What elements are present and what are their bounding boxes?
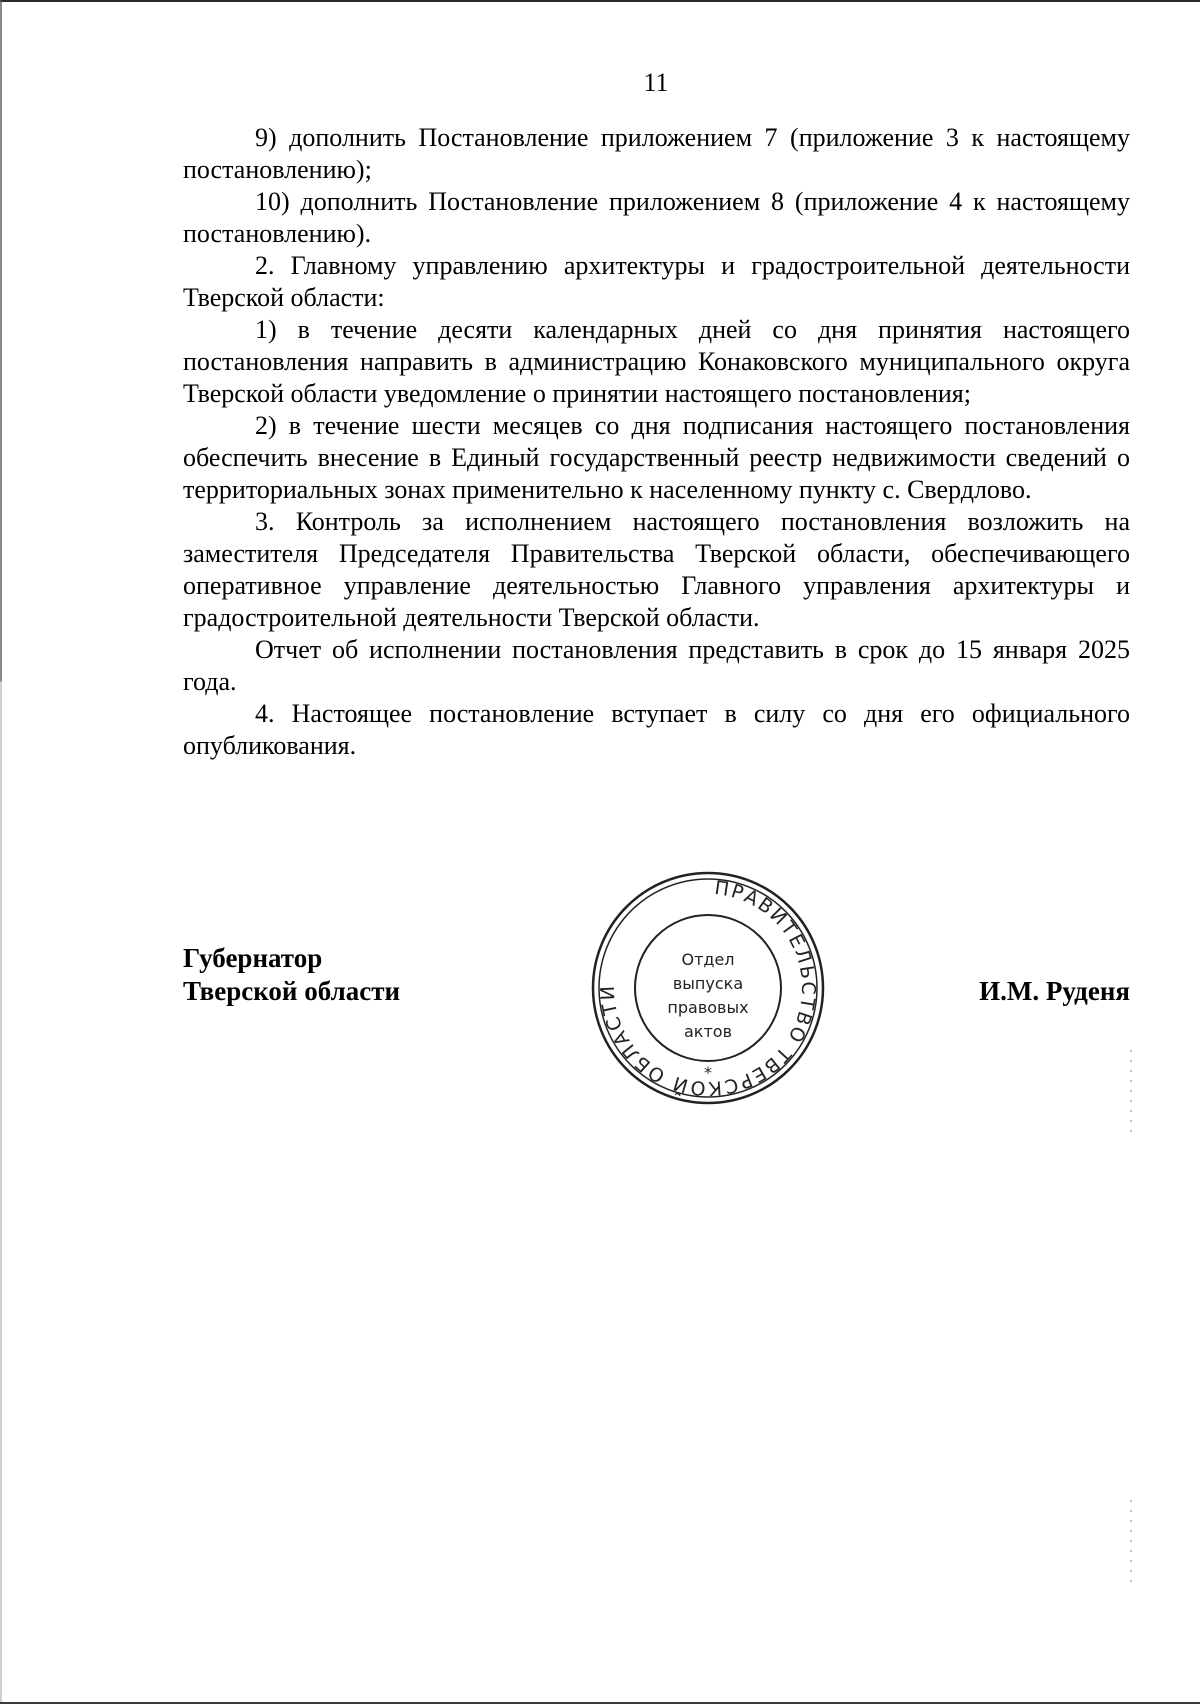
scan-margin-noise <box>1130 1500 1132 1590</box>
paragraph-section-2: 2. Главному управлению архитектуры и градостроительной деятельности Тверской области: <box>183 251 1130 312</box>
signatory-position-line1: Губернатор <box>183 943 323 973</box>
document-body <box>183 122 1130 762</box>
stamp-ring-text: ПРАВИТЕЛЬСТВО ТВЕРСКОЙ ОБЛАСТИ <box>596 876 820 1100</box>
paragraph-subitem-2: 2) в течение шести месяцев со дня подписания настоящего постановления обеспечить внесение в Единый государственный реестр недвижимости сведений о территориальных зонах применительно к населенному пункту с. Свердлово. <box>183 411 1130 504</box>
signatory-name: И.М. Руденя <box>979 976 1130 1006</box>
page-number: 11 <box>643 68 669 97</box>
scan-margin-noise <box>1130 1050 1132 1140</box>
signatory-position <box>183 942 400 1008</box>
stamp-inner-line-4: актов <box>683 1022 733 1041</box>
paragraph-subitem-1: 1) в течение десяти календарных дней со дня принятия настоящего постановления направить в администрацию Конаковского муниципального округа Тверской области уведомление о принятии настоящего постановления; <box>183 315 1130 408</box>
stamp-graphic <box>588 868 828 1108</box>
stamp-inner-line-2: выпуска <box>672 974 744 993</box>
scan-edge-left <box>0 0 2 1704</box>
stamp-star-icon: * <box>704 1063 712 1082</box>
paragraph-section-3: 3. Контроль за исполнением настоящего постановления возложить на заместителя Председателя Правительства Тверской области, обеспечивающего оперативное управление деятельностью Главного управления архитектуры и градостроительной деятельности Тверской области. <box>183 507 1130 632</box>
paragraph-section-4: 4. Настоящее постановление вступает в силу со дня его официального опубликования. <box>183 699 1130 760</box>
official-stamp <box>588 868 828 1108</box>
stamp-inner-line-3: правовых <box>667 998 749 1017</box>
paragraph-item-10: 10) дополнить Постановление приложением 8 (приложение 4 к настоящему постановлению). <box>183 187 1130 248</box>
signatory-position-line2: Тверской области <box>183 976 401 1006</box>
scan-edge-top <box>0 0 1200 2</box>
stamp-inner-line-1: Отдел <box>681 950 735 969</box>
paragraph-item-9: 9) дополнить Постановление приложением 7 (приложение 3 к настоящему постановлению); <box>183 123 1130 184</box>
paragraph-report-deadline: Отчет об исполнении постановления представить в срок до 15 января 2025 года. <box>183 635 1130 696</box>
